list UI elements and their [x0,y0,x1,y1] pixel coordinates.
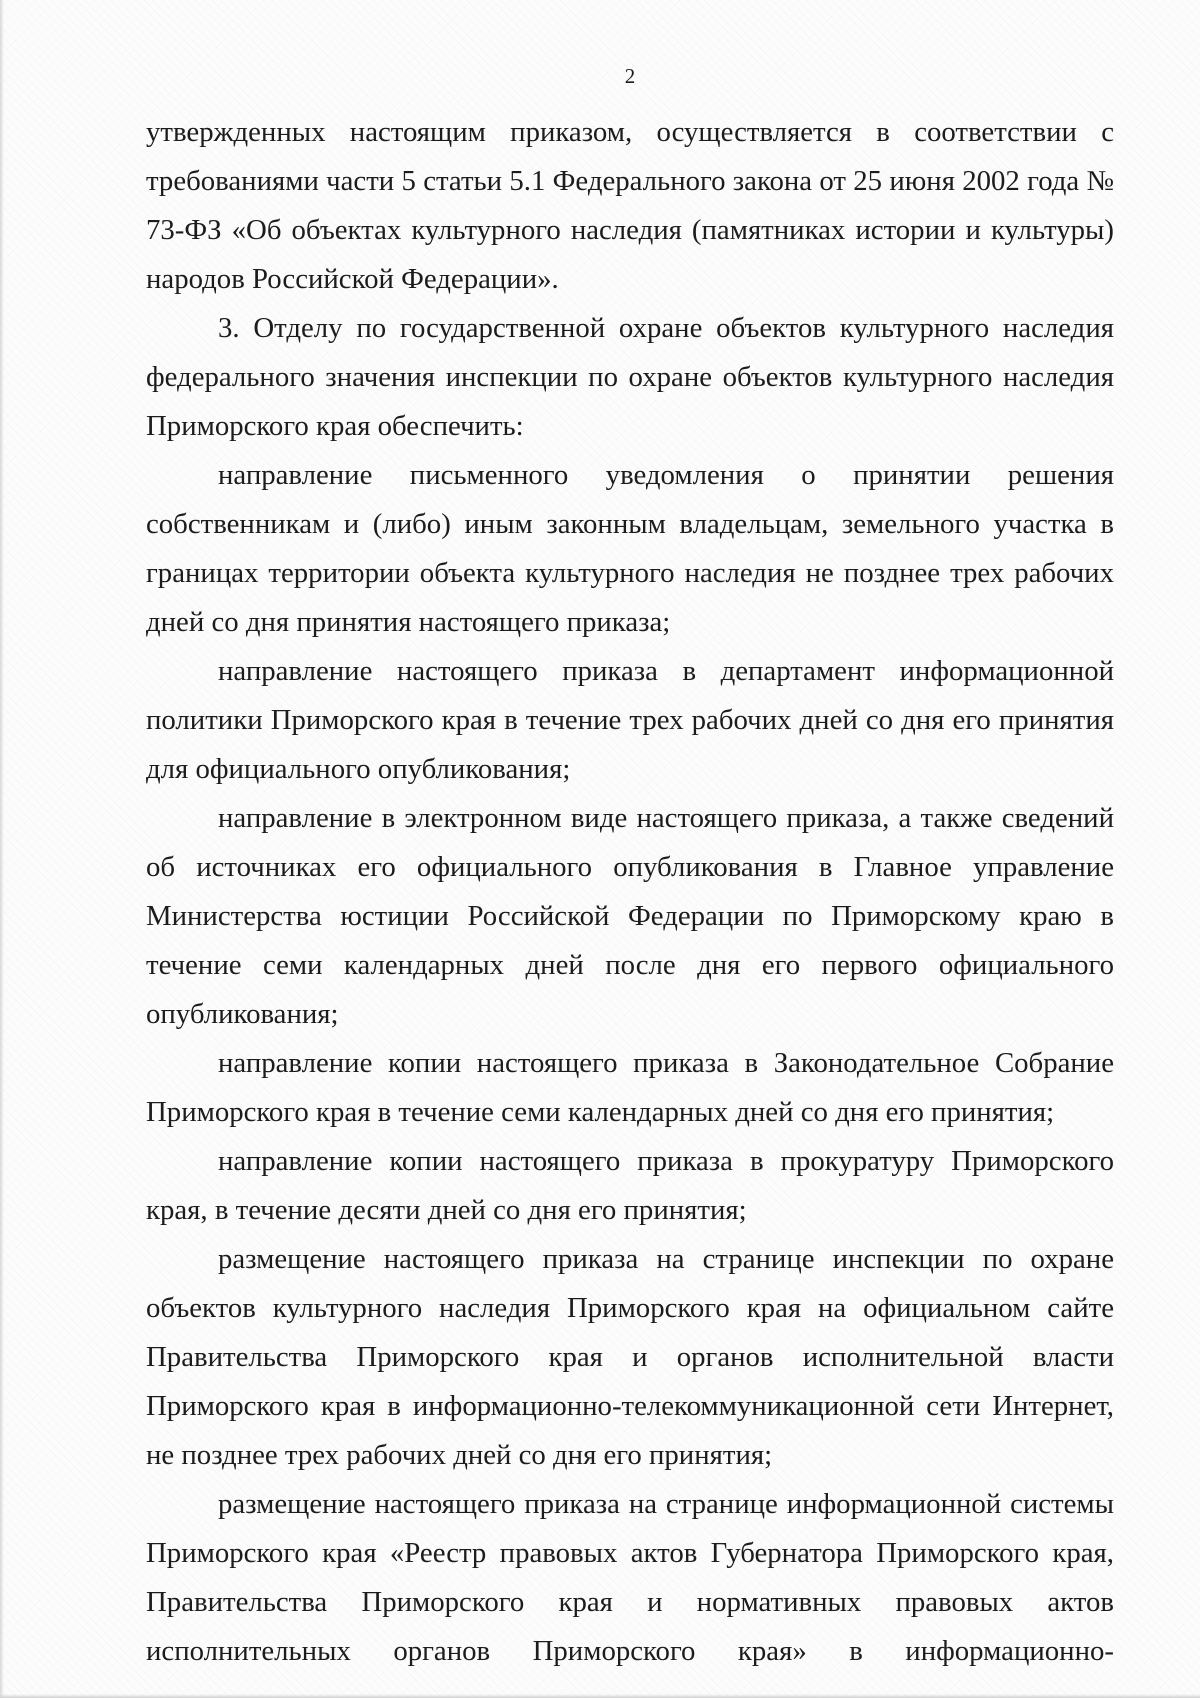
scan-edge-bottom [0,1694,1200,1698]
document-body [146,108,1114,1676]
paragraph-continuation: утвержденных настоящим приказом, осуществляется в соответствии с требованиями части 5 статьи 5.1 Федерального закона от 25 июня 2002 года № 73-ФЗ «Об объектах культурного наследия (памятниках истории и культуры) народов Российской Федерации». [146,116,1114,295]
paragraph-website-publication: размещение настоящего приказа на странице инспекции по охране объектов культурного наследия Приморского края на официальном сайте Правительства Приморского края и органов исполнительной власти Приморского края в информационно-телекоммуникационной сети Интернет, не позднее трех рабочих дней со дня его принятия; [146,1243,1114,1471]
paragraph-item-3: 3. Отделу по государственной охране объектов культурного наследия федерального значения инспекции по охране объектов культурного наследия Приморского края обеспечить: [146,312,1114,442]
paragraph-written-notice: направление письменного уведомления о принятии решения собственникам и (либо) иным законным владельцам, земельного участка в границах территории объекта культурного наследия не позднее трех рабочих дней со дня принятия настоящего приказа; [146,459,1114,638]
scan-edge-left [0,0,4,1698]
paragraph-legislative-assembly: направление копии настоящего приказа в Законодательное Собрание Приморского края в течение семи календарных дней со дня его принятия; [146,1047,1114,1128]
paragraph-prosecutor: направление копии настоящего приказа в прокуратуру Приморского края, в течение десяти дней со дня его принятия; [146,1145,1114,1226]
page-number: 2 [624,64,636,88]
paragraph-information-policy: направление настоящего приказа в департамент информационной политики Приморского края в течение трех рабочих дней со дня его принятия для официального опубликования; [146,655,1114,785]
paragraph-ministry-of-justice: направление в электронном виде настоящего приказа, а также сведений об источниках его официального опубликования в Главное управление Министерства юстиции Российской Федерации по Приморскому краю в течение семи календарных дней после дня его первого официального опубликования; [146,802,1114,1030]
paragraph-registry-publication: размещение настоящего приказа на странице информационной системы Приморского края «Реестр правовых актов Губернатора Приморского края, Правительства Приморского края и нормативных правовых актов исполнительных органов Приморского края» в информационно- [146,1488,1114,1667]
